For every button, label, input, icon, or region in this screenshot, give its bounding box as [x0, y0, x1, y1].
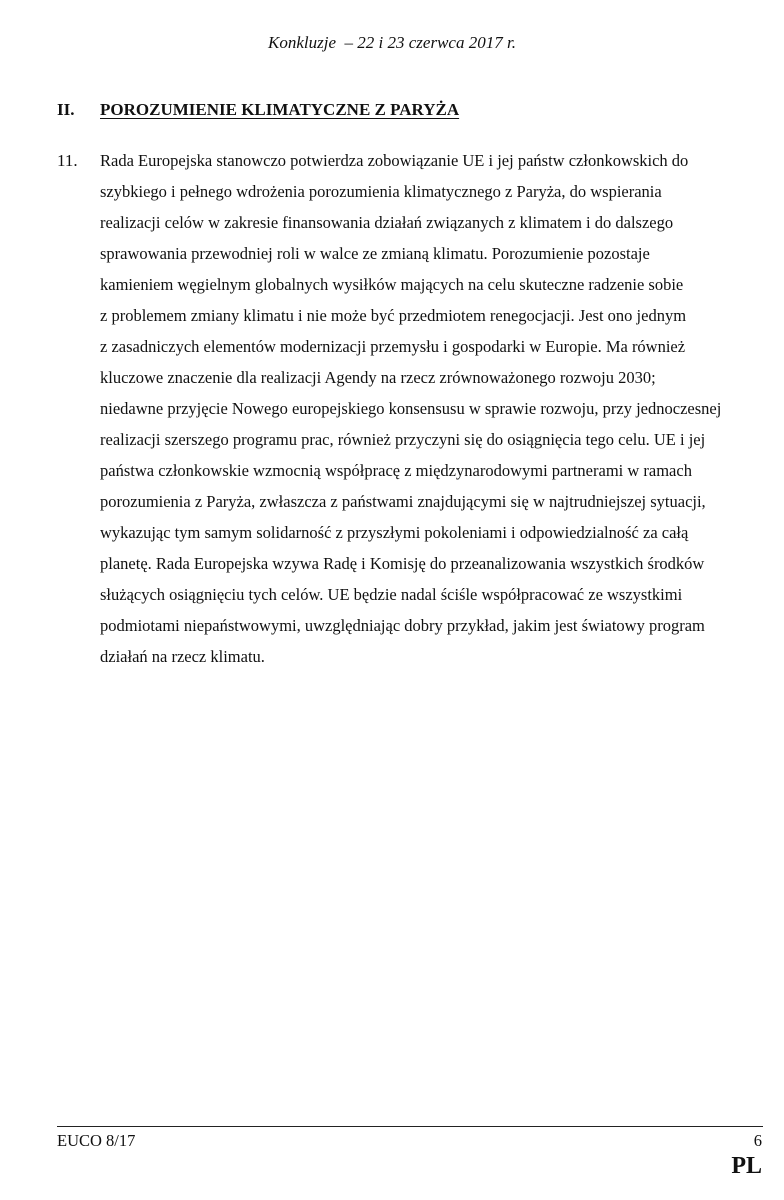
document-reference: EUCO 8/17	[57, 1131, 136, 1150]
section-title: POROZUMIENIE KLIMATYCZNE Z PARYŻA	[100, 100, 460, 119]
page-header: Konkluzje – 22 i 23 czerwca 2017 r.	[268, 33, 516, 52]
paragraph-number: 11.	[57, 151, 78, 170]
paragraph-line: Rada Europejska stanowczo potwierdza zobowiązanie UE i jej państw członkowskich do	[100, 151, 689, 170]
paragraph-line: kluczowe znaczenie dla realizacji Agendy na rzecz zrównoważonego rozwoju 2030;	[100, 368, 656, 387]
paragraph-line: kamieniem węgielnym globalnych wysiłków mających na celu skuteczne radzenie sobie	[100, 275, 684, 294]
paragraph-line: działań na rzecz klimatu.	[100, 647, 265, 666]
paragraph-line: wykazując tym samym solidarność z przyszłymi pokoleniami i odpowiedzialność za całą	[100, 523, 689, 542]
paragraph-line: z zasadniczych elementów modernizacji przemysłu i gospodarki w Europie. Ma również	[100, 337, 686, 356]
paragraph-line: służących osiągnięciu tych celów. UE będzie nadal ściśle współpracować ze wszystkimi	[100, 585, 683, 604]
paragraph-line: realizacji szerszego programu prac, również przyczyni się do osiągnięcia tego celu. UE i jej	[100, 430, 706, 449]
page-number: 6	[753, 1131, 762, 1150]
paragraph-line: planetę. Rada Europejska wzywa Radę i Komisję do przeanalizowania wszystkich środków	[100, 554, 705, 573]
paragraph-text	[100, 145, 767, 672]
language-code: PL	[731, 1153, 762, 1179]
paragraph-line: realizacji celów w zakresie finansowania działań związanych z klimatem i do dalszego	[100, 213, 674, 232]
section-number: II.	[57, 100, 75, 119]
paragraph-line: szybkiego i pełnego wdrożenia porozumienia klimatycznego z Paryża, do wspierania	[100, 182, 662, 201]
footer-divider	[57, 1126, 763, 1127]
paragraph-line: niedawne przyjęcie Nowego europejskiego konsensusu w sprawie rozwoju, przy jednoczesnej	[100, 399, 722, 418]
paragraph-line: porozumienia z Paryża, zwłaszcza z państwami znajdującymi się w najtrudniejszej sytuacji,	[100, 492, 706, 511]
paragraph-line: państwa członkowskie wzmocnią współpracę z międzynarodowymi partnerami w ramach	[100, 461, 692, 480]
paragraph-line: z problemem zmiany klimatu i nie może być przedmiotem renegocjacji. Jest ono jednym	[100, 306, 687, 325]
paragraph-line: podmiotami niepaństwowymi, uwzględniając dobry przykład, jakim jest światowy program	[100, 616, 705, 635]
paragraph-line: sprawowania przewodniej roli w walce ze zmianą klimatu. Porozumienie pozostaje	[100, 244, 650, 263]
